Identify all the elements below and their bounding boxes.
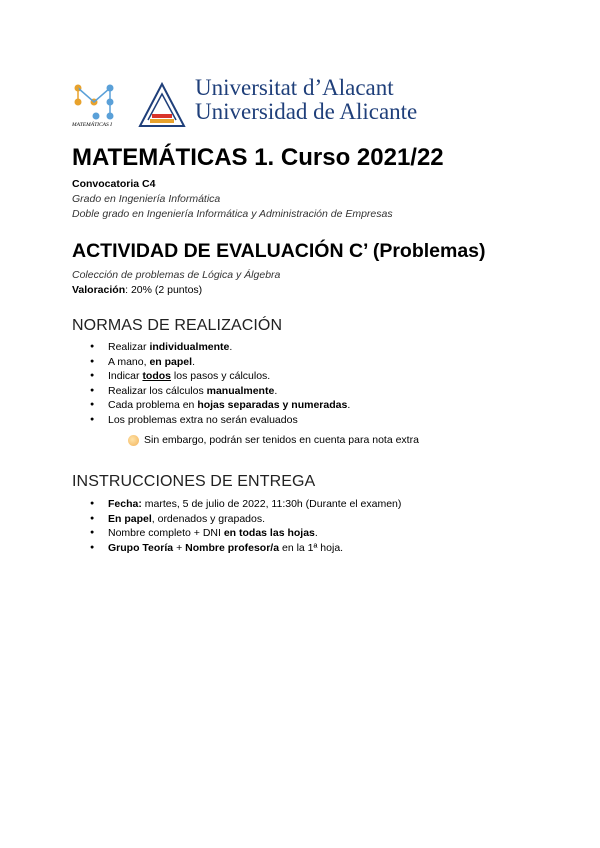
valoracion-label: Valoración [72,284,126,296]
list-item: ● A mano, en papel. [90,355,350,370]
list-item: ● Fecha: martes, 5 de julio de 2022, 11:30h (Durante el examen) [90,497,401,512]
extra-note-text: Sin embargo, podrán ser tenidos en cuenta para nota extra [144,434,419,446]
list-item: ● En papel, ordenados y grapados. [90,512,401,527]
valoracion [72,284,202,296]
list-item: ● Nombre completo + DNI en todas las hojas. [90,526,401,541]
list-item: ● Realizar los cálculos manualmente. [90,384,350,399]
list-item: ● Realizar individualmente. [90,340,350,355]
list-item: ● Indicar todos los pasos y cálculos. [90,369,350,384]
extra-note [128,434,419,446]
normas-list [90,340,350,428]
list-item: ● Los problemas extra no serán evaluados [90,413,350,428]
list-item: ● Cada problema en hojas separadas y numeradas. [90,398,350,413]
matematicas-logo [72,80,128,132]
university-name [195,76,417,124]
degree-line-1: Grado en Ingeniería Informática [72,193,221,205]
university-emblem [138,80,188,128]
valoracion-value: : 20% (2 puntos) [125,284,203,296]
logo-caption: MATEMÁTICAS I [72,122,112,128]
sun-icon [128,435,139,446]
activity-collection: Colección de problemas de Lógica y Álgebra [72,269,281,281]
list-item: ● Grupo Teoría + Nombre profesor/a en la 1ª hoja. [90,541,401,556]
university-line2: Universidad de Alicante [195,99,418,124]
university-line1: Universitat d’Alacant [195,75,394,100]
activity-title: ACTIVIDAD DE EVALUACIÓN C’ (Problemas) [72,240,486,262]
normas-heading: NORMAS DE REALIZACIÓN [72,317,283,334]
page-title: MATEMÁTICAS 1. Curso 2021/22 [72,144,444,171]
convocatoria: Convocatoria C4 [72,178,156,190]
entrega-heading: INSTRUCCIONES DE ENTREGA [72,473,316,490]
degree-line-2: Doble grado en Ingeniería Informática y Administración de Empresas [72,208,393,220]
entrega-list [90,497,401,555]
